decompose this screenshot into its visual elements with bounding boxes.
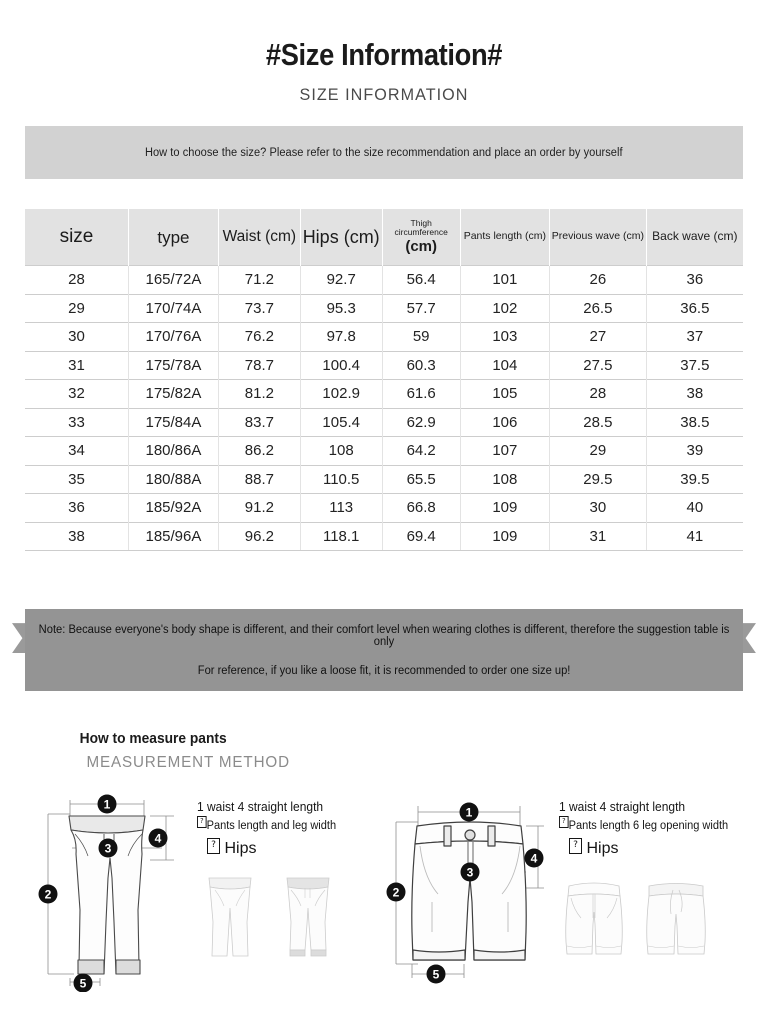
- instruction-banner: [25, 126, 743, 179]
- cell-type: 175/78A: [128, 351, 218, 380]
- cell-pants-length: 102: [460, 294, 549, 323]
- cell-waist: 86.2: [218, 437, 300, 466]
- cell-pants-length: 108: [460, 465, 549, 494]
- column-header-type: type: [128, 209, 218, 266]
- size-table: [25, 209, 743, 551]
- cell-back-wave: 38.5: [646, 408, 743, 437]
- cell-previous-wave: 29: [550, 437, 647, 466]
- svg-text:2: 2: [44, 887, 52, 902]
- column-header-back-wave: Back wave (cm): [646, 209, 743, 266]
- cell-back-wave: 40: [646, 494, 743, 523]
- cell-type: 170/76A: [128, 323, 218, 352]
- table-row: [25, 323, 743, 352]
- cell-hips: 92.7: [300, 266, 382, 295]
- cell-pants-length: 104: [460, 351, 549, 380]
- cell-thigh: 57.7: [382, 294, 460, 323]
- column-header-pants-length: Pants length (cm): [460, 209, 549, 266]
- cell-thigh: 64.2: [382, 437, 460, 466]
- diagram-row: [0, 782, 768, 997]
- pants-thumbnail-front: [197, 872, 263, 964]
- table-row: [25, 494, 743, 523]
- shorts-legend: [559, 782, 746, 964]
- pants-legend-line-2: [197, 816, 377, 832]
- table-row: [25, 266, 743, 295]
- cell-back-wave: 38: [646, 380, 743, 409]
- cell-hips: 108: [300, 437, 382, 466]
- measurement-subheading: MEASUREMENT METHOD: [86, 754, 290, 772]
- table-row: [25, 522, 743, 551]
- missing-glyph-icon: ?: [197, 816, 207, 828]
- cell-size: 38: [25, 522, 128, 551]
- shorts-legend-line-2-text: Pants length 6 leg opening width: [568, 820, 729, 833]
- note-ribbon: [0, 609, 768, 691]
- pants-legend-line-2-text: Pants length and leg width: [206, 820, 337, 833]
- cell-back-wave: 41: [646, 522, 743, 551]
- svg-text:1: 1: [465, 805, 473, 820]
- note-line-1: Note: Because everyone's body shape is different, and their comfort level when wearing clothes is different, therefore the suggestion table is only: [38, 623, 730, 648]
- cell-previous-wave: 26.5: [550, 294, 647, 323]
- cell-size: 30: [25, 323, 128, 352]
- pants-diagram: [22, 782, 197, 997]
- shorts-legend-line-3-text: Hips: [586, 840, 619, 858]
- cell-thigh: 66.8: [382, 494, 460, 523]
- table-row: [25, 408, 743, 437]
- cell-previous-wave: 28.5: [550, 408, 647, 437]
- note-line-2: For reference, if you like a loose fit, it is recommended to order one size up!: [197, 664, 571, 677]
- table-header-row: [25, 209, 743, 266]
- measurement-section: [0, 731, 768, 997]
- cell-pants-length: 107: [460, 437, 549, 466]
- cell-pants-length: 106: [460, 408, 549, 437]
- cell-size: 34: [25, 437, 128, 466]
- pants-legend: [197, 782, 384, 964]
- cell-type: 180/88A: [128, 465, 218, 494]
- cell-previous-wave: 27.5: [550, 351, 647, 380]
- cell-waist: 71.2: [218, 266, 300, 295]
- cell-hips: 100.4: [300, 351, 382, 380]
- cell-back-wave: 37.5: [646, 351, 743, 380]
- table-row: [25, 465, 743, 494]
- pants-thumbnail-jogger: [275, 872, 341, 964]
- cell-waist: 73.7: [218, 294, 300, 323]
- cell-type: 170/74A: [128, 294, 218, 323]
- cell-size: 28: [25, 266, 128, 295]
- cell-back-wave: 37: [646, 323, 743, 352]
- shorts-diagram-svg: [384, 782, 559, 992]
- table-row: [25, 380, 743, 409]
- shorts-legend-line-2: [559, 816, 739, 832]
- cell-type: 175/84A: [128, 408, 218, 437]
- column-header-thigh-circumference: [382, 209, 460, 266]
- cell-hips: 113: [300, 494, 382, 523]
- shorts-thumbnail-front: [559, 872, 629, 964]
- pants-thumbnails: [197, 872, 384, 964]
- shorts-legend-line-3: [569, 838, 746, 858]
- cell-type: 185/96A: [128, 522, 218, 551]
- svg-text:4: 4: [154, 831, 162, 846]
- cell-previous-wave: 28: [550, 380, 647, 409]
- cell-back-wave: 39: [646, 437, 743, 466]
- shorts-thumbnails: [559, 872, 746, 964]
- shorts-legend-line-1: 1 waist 4 straight length: [559, 800, 686, 815]
- shorts-measurement-block: [384, 782, 746, 997]
- cell-hips: 97.8: [300, 323, 382, 352]
- cell-waist: 81.2: [218, 380, 300, 409]
- pants-legend-line-1: 1 waist 4 straight length: [197, 800, 324, 815]
- cell-pants-length: 103: [460, 323, 549, 352]
- cell-type: 180/86A: [128, 437, 218, 466]
- pants-legend-line-3: [207, 838, 384, 858]
- cell-size: 36: [25, 494, 128, 523]
- cell-previous-wave: 31: [550, 522, 647, 551]
- shorts-thumbnail-drawstring: [641, 872, 711, 964]
- cell-waist: 88.7: [218, 465, 300, 494]
- missing-glyph-icon: ?: [569, 838, 582, 854]
- cell-pants-length: 101: [460, 266, 549, 295]
- missing-glyph-icon: ?: [207, 838, 220, 854]
- page-header: [0, 0, 768, 105]
- note-banner: [25, 609, 743, 691]
- svg-text:4: 4: [530, 851, 538, 866]
- cell-type: 185/92A: [128, 494, 218, 523]
- cell-type: 175/82A: [128, 380, 218, 409]
- cell-hips: 118.1: [300, 522, 382, 551]
- cell-waist: 78.7: [218, 351, 300, 380]
- cell-hips: 95.3: [300, 294, 382, 323]
- cell-waist: 96.2: [218, 522, 300, 551]
- cell-waist: 83.7: [218, 408, 300, 437]
- cell-thigh: 61.6: [382, 380, 460, 409]
- column-header-waist: Waist (cm): [218, 209, 300, 266]
- page-title: #Size Information#: [265, 37, 503, 72]
- cell-previous-wave: 29.5: [550, 465, 647, 494]
- table-row: [25, 351, 743, 380]
- column-header-hips: Hips (cm): [300, 209, 382, 266]
- cell-thigh: 59: [382, 323, 460, 352]
- cell-thigh: 60.3: [382, 351, 460, 380]
- pants-diagram-svg: [22, 782, 197, 992]
- cell-size: 33: [25, 408, 128, 437]
- cell-previous-wave: 26: [550, 266, 647, 295]
- cell-size: 29: [25, 294, 128, 323]
- cell-previous-wave: 27: [550, 323, 647, 352]
- svg-text:3: 3: [466, 865, 474, 880]
- cell-type: 165/72A: [128, 266, 218, 295]
- table-row: [25, 294, 743, 323]
- instruction-text: How to choose the size? Please refer to the size recommendation and place an order by yourself: [145, 146, 623, 159]
- cell-thigh: 69.4: [382, 522, 460, 551]
- column-header-size: size: [25, 209, 128, 266]
- thigh-header-main: Thigh circumference: [394, 217, 448, 238]
- cell-back-wave: 39.5: [646, 465, 743, 494]
- page-subtitle: SIZE INFORMATION: [299, 85, 469, 105]
- cell-thigh: 65.5: [382, 465, 460, 494]
- pants-legend-line-3-text: Hips: [224, 840, 257, 858]
- svg-text:5: 5: [432, 967, 440, 982]
- cell-pants-length: 105: [460, 380, 549, 409]
- size-table-container: [25, 209, 743, 551]
- svg-text:2: 2: [392, 885, 400, 900]
- size-table-body: [25, 266, 743, 551]
- cell-hips: 110.5: [300, 465, 382, 494]
- cell-previous-wave: 30: [550, 494, 647, 523]
- shorts-diagram: [384, 782, 559, 997]
- svg-text:5: 5: [79, 976, 87, 991]
- pants-measurement-block: [22, 782, 384, 997]
- cell-size: 32: [25, 380, 128, 409]
- measurement-heading: How to measure pants: [79, 731, 227, 748]
- cell-pants-length: 109: [460, 494, 549, 523]
- cell-waist: 76.2: [218, 323, 300, 352]
- svg-text:1: 1: [103, 797, 111, 812]
- svg-text:3: 3: [104, 841, 112, 856]
- thigh-header-unit: (cm): [405, 237, 437, 255]
- cell-thigh: 56.4: [382, 266, 460, 295]
- cell-pants-length: 109: [460, 522, 549, 551]
- cell-back-wave: 36.5: [646, 294, 743, 323]
- cell-back-wave: 36: [646, 266, 743, 295]
- cell-waist: 91.2: [218, 494, 300, 523]
- cell-hips: 105.4: [300, 408, 382, 437]
- cell-size: 31: [25, 351, 128, 380]
- cell-size: 35: [25, 465, 128, 494]
- table-row: [25, 437, 743, 466]
- column-header-previous-wave: Previous wave (cm): [550, 209, 647, 266]
- cell-hips: 102.9: [300, 380, 382, 409]
- cell-thigh: 62.9: [382, 408, 460, 437]
- missing-glyph-icon: ?: [559, 816, 569, 828]
